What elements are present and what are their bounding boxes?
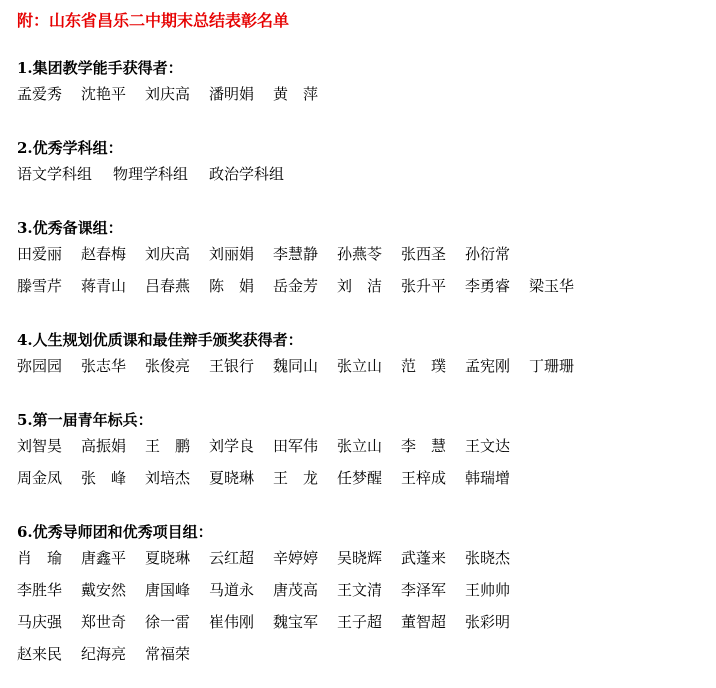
honoree-name: 刘智昊	[17, 437, 63, 455]
honoree-name: 王文达	[465, 437, 511, 455]
section-6	[17, 522, 529, 670]
section-number: 4.	[17, 331, 33, 349]
honoree-name: 郑世奇	[81, 613, 127, 631]
honoree-name: 田爱丽	[17, 245, 63, 263]
honoree-name: 刘 洁	[337, 277, 383, 295]
honoree-name: 滕雪芹	[17, 277, 63, 295]
names-row	[17, 158, 305, 190]
section-number: 5.	[17, 411, 33, 429]
names-row	[17, 350, 593, 382]
section-1	[17, 58, 337, 110]
honoree-name: 李慧静	[273, 245, 319, 263]
honoree-name: 马道永	[209, 581, 255, 599]
honoree-name: 孙燕苓	[337, 245, 383, 263]
honoree-name: 政治学科组	[209, 165, 285, 183]
section-number: 2.	[17, 139, 33, 157]
honoree-name: 云红超	[209, 549, 255, 567]
names-row	[17, 542, 529, 574]
honoree-name: 马庆强	[17, 613, 63, 631]
section-heading	[17, 58, 337, 78]
page-title: 附：山东省昌乐二中期末总结表彰名单	[17, 11, 290, 30]
names-row	[17, 606, 529, 638]
honoree-name: 沈艳平	[81, 85, 127, 103]
honoree-name: 张晓杰	[465, 549, 511, 567]
honoree-name: 潘明娟	[209, 85, 255, 103]
honoree-name: 梁玉华	[529, 277, 575, 295]
honoree-name: 张 峰	[81, 469, 127, 487]
honoree-name: 张升平	[401, 277, 447, 295]
honoree-name: 孟爱秀	[17, 85, 63, 103]
honoree-name: 田军伟	[273, 437, 319, 455]
honoree-name: 任梦醒	[337, 469, 383, 487]
honoree-name: 丁珊珊	[529, 357, 575, 375]
honoree-name: 辛婷婷	[273, 549, 319, 567]
section-label: 第一届青年标兵：	[32, 411, 153, 429]
section-4	[17, 330, 593, 382]
section-label: 优秀备课组：	[32, 219, 123, 237]
honoree-name: 孟宪刚	[465, 357, 511, 375]
section-number: 6.	[17, 523, 33, 541]
honoree-name: 王银行	[209, 357, 255, 375]
honoree-name: 董智超	[401, 613, 447, 631]
names-row	[17, 462, 529, 494]
section-5	[17, 410, 529, 494]
honoree-name: 李 慧	[401, 437, 447, 455]
honoree-name: 夏晓琳	[145, 549, 191, 567]
honoree-name: 张志华	[81, 357, 127, 375]
honoree-name: 王梓成	[401, 469, 447, 487]
section-label: 集团教学能手获得者：	[32, 59, 183, 77]
section-label: 优秀学科组：	[32, 139, 123, 157]
names-row	[17, 430, 529, 462]
section-heading	[17, 410, 529, 430]
honoree-name: 魏宝军	[273, 613, 319, 631]
names-row	[17, 238, 593, 270]
section-heading	[17, 330, 593, 350]
honoree-name: 吕春燕	[145, 277, 191, 295]
honoree-name: 唐国峰	[145, 581, 191, 599]
section-heading	[17, 522, 529, 542]
section-heading	[17, 218, 593, 238]
honoree-name: 王文清	[337, 581, 383, 599]
honoree-name: 赵来民	[17, 645, 63, 663]
honoree-name: 韩瑞增	[465, 469, 511, 487]
section-label: 人生规划优质课和最佳辩手颁奖获得者：	[32, 331, 303, 349]
honoree-name: 高振娟	[81, 437, 127, 455]
honoree-name: 物理学科组	[113, 165, 189, 183]
honoree-name: 蒋青山	[81, 277, 127, 295]
honoree-name: 武蓬来	[401, 549, 447, 567]
honoree-name: 唐鑫平	[81, 549, 127, 567]
section-number: 1.	[17, 59, 33, 77]
honoree-name: 周金凤	[17, 469, 63, 487]
honoree-name: 陈 娟	[209, 277, 255, 295]
section-3	[17, 218, 593, 302]
honoree-name: 李勇睿	[465, 277, 511, 295]
honoree-name: 范 璞	[401, 357, 447, 375]
honoree-name: 常福荣	[145, 645, 191, 663]
honoree-name: 黄 萍	[273, 85, 319, 103]
honoree-name: 张立山	[337, 357, 383, 375]
honoree-name: 王 鹏	[145, 437, 191, 455]
honoree-name: 刘学良	[209, 437, 255, 455]
names-row	[17, 78, 337, 110]
honoree-name: 张西圣	[401, 245, 447, 263]
honoree-name: 崔伟刚	[209, 613, 255, 631]
honoree-name: 吴晓辉	[337, 549, 383, 567]
section-label: 优秀导师团和优秀项目组：	[32, 523, 213, 541]
names-row	[17, 574, 529, 606]
honoree-name: 语文学科组	[17, 165, 93, 183]
honoree-name: 肖 瑜	[17, 549, 63, 567]
names-row	[17, 270, 593, 302]
honoree-name: 魏同山	[273, 357, 319, 375]
honoree-name: 纪海亮	[81, 645, 127, 663]
section-number: 3.	[17, 219, 33, 237]
honoree-name: 唐茂高	[273, 581, 319, 599]
honoree-name: 刘庆高	[145, 245, 191, 263]
honoree-name: 赵春梅	[81, 245, 127, 263]
honoree-name: 张俊亮	[145, 357, 191, 375]
honoree-name: 刘培杰	[145, 469, 191, 487]
section-2	[17, 138, 305, 190]
honoree-name: 徐一雷	[145, 613, 191, 631]
honoree-name: 张立山	[337, 437, 383, 455]
honoree-name: 王 龙	[273, 469, 319, 487]
honoree-name: 夏晓琳	[209, 469, 255, 487]
honoree-name: 弥园园	[17, 357, 63, 375]
names-row	[17, 638, 529, 670]
honoree-name: 王帅帅	[465, 581, 511, 599]
honoree-name: 李胜华	[17, 581, 63, 599]
section-heading	[17, 138, 305, 158]
honoree-name: 孙衍常	[465, 245, 511, 263]
honoree-name: 李泽军	[401, 581, 447, 599]
honoree-name: 岳金芳	[273, 277, 319, 295]
honoree-name: 戴安然	[81, 581, 127, 599]
honoree-name: 刘庆高	[145, 85, 191, 103]
honoree-name: 王子超	[337, 613, 383, 631]
honoree-name: 刘丽娟	[209, 245, 255, 263]
honoree-name: 张彩明	[465, 613, 511, 631]
